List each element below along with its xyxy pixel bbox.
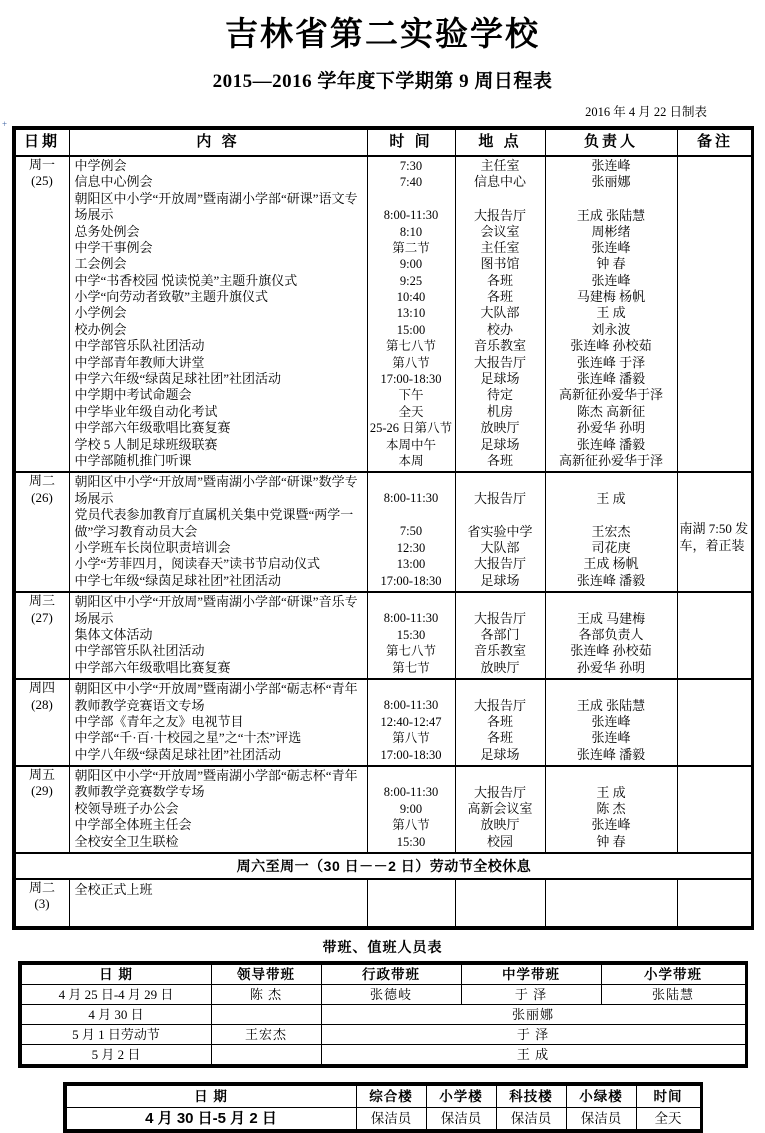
duty-date: 4 月 30 日 — [21, 1005, 211, 1025]
cell-person: 王 成 — [596, 305, 626, 321]
cell-content: 小学“向劳动者致敬”主题升旗仪式 — [74, 289, 269, 305]
cell-time: 12:30 — [396, 540, 426, 555]
cell-time: 25-26 日第八节 — [369, 421, 453, 436]
cell-person: 张连峰 — [591, 730, 631, 746]
cell-place — [456, 881, 545, 897]
day-date-number: (29) — [31, 783, 53, 799]
cell-person: 张连峰 于泽 — [576, 354, 646, 370]
cell-person: 王宏杰 — [591, 524, 631, 540]
cell-time: 15:00 — [396, 322, 426, 337]
cell-content: 中学七年级“绿茵足球社团”社团活动 — [74, 572, 282, 588]
cell-time: 9:00 — [399, 257, 423, 272]
cell-content: 校领导班子办公会 — [74, 800, 179, 816]
cell-content: 中学部全体班主任会 — [74, 817, 192, 833]
cell-time: 17:00-18:30 — [380, 573, 442, 588]
schedule-day-row — [15, 679, 753, 766]
cleaning-header-cell: 小学楼 — [426, 1086, 496, 1108]
schedule-day-row — [15, 156, 753, 472]
duty-header-cell: 日 期 — [21, 965, 211, 985]
cell-time: 第七八节 — [385, 644, 436, 659]
duty-header-cell: 中学带班 — [461, 965, 601, 985]
cell-content: 中学部六年级歌唱比赛复赛 — [74, 420, 231, 436]
day-label-cell — [15, 592, 69, 679]
cell-content: 中学部青年教师大讲堂 — [74, 354, 205, 370]
cell-place: 足球场 — [480, 572, 520, 588]
schedule-table-head — [15, 129, 753, 156]
cell-person: 陈 杰 — [596, 800, 626, 816]
cell-place: 音乐教室 — [473, 338, 526, 354]
duty-merged-name: 王 成 — [321, 1045, 745, 1065]
cell-person: 周彬绪 — [591, 223, 631, 239]
content-cell — [69, 766, 367, 853]
day-name: 周三 — [28, 593, 55, 609]
cell-content: 朝阳区中小学“开放周”暨南湖小学部“研课”语文专场展示 — [74, 190, 358, 223]
cell-person: 王成 张陆慧 — [576, 207, 646, 223]
content-cell — [69, 472, 367, 592]
cell-place: 各部门 — [480, 626, 520, 642]
day-name: 周二 — [28, 880, 55, 896]
day-label-cell — [15, 156, 69, 472]
cell-content: 中学部六年级歌唱比赛复赛 — [74, 659, 231, 675]
holiday-text: 周六至周一（30 日－－2 日）劳动节全校休息 — [15, 853, 753, 879]
duty-date: 5 月 2 日 — [21, 1045, 211, 1065]
cell-content: 中学八年级“绿茵足球社团”社团活动 — [74, 746, 282, 762]
cell-person: 王成 张陆慧 — [576, 698, 646, 714]
header-person: 负责人 — [545, 129, 677, 156]
day-date-number: (27) — [31, 609, 53, 625]
cleaning-xiaolv: 保洁员 — [566, 1108, 636, 1130]
cell-place: 校办 — [486, 321, 513, 337]
content-cell — [69, 156, 367, 472]
document-subtitle: 2015—2016 学年度下学期第 9 周日程表 — [212, 71, 553, 93]
cell-content: 中学“书香校园 悦读悦美”主题升旗仪式 — [74, 272, 298, 288]
header-date: 日期 — [15, 129, 69, 156]
person-cell — [545, 766, 677, 853]
cell-time: 9:00 — [399, 801, 423, 816]
header-time: 时 间 — [367, 129, 455, 156]
cell-time: 13:00 — [396, 557, 426, 572]
note-cell — [677, 679, 753, 766]
cell-person: 刘永波 — [591, 321, 631, 337]
cell-content: 中学例会 — [74, 157, 127, 173]
cell-person: 张连峰 潘毅 — [576, 436, 646, 452]
duty-header-cell: 领导带班 — [211, 965, 321, 985]
cell-place: 主任室 — [480, 239, 520, 255]
cell-content: 中学干事例会 — [74, 239, 153, 255]
content-cell — [69, 879, 367, 927]
table-header-row — [15, 129, 753, 156]
cell-place: 会议室 — [480, 223, 520, 239]
cell-place: 放映厅 — [480, 420, 520, 436]
duty-row — [21, 1005, 745, 1025]
schedule-day-row — [15, 766, 753, 853]
weekly-schedule-table — [15, 129, 754, 927]
place-cell — [455, 472, 545, 592]
duty-middle: 于 泽 — [461, 985, 601, 1005]
cell-person: 王成 马建梅 — [576, 611, 646, 627]
cell-place: 大队部 — [480, 305, 520, 321]
cell-time: 8:10 — [399, 224, 423, 239]
time-cell — [367, 879, 455, 927]
cell-person: 王 成 — [596, 491, 626, 507]
person-cell — [545, 472, 677, 592]
weekly-schedule-table-wrapper — [12, 126, 754, 930]
cell-place: 各班 — [486, 272, 513, 288]
schedule-day-row — [15, 879, 753, 927]
cell-person: 司花庚 — [591, 539, 631, 555]
cell-time: 第七节 — [392, 660, 430, 675]
cell-place: 主任室 — [480, 157, 520, 173]
note-cell — [677, 766, 753, 853]
person-cell — [545, 156, 677, 472]
cell-place: 放映厅 — [480, 659, 520, 675]
cell-time — [368, 881, 455, 897]
cell-person: 张丽娜 — [591, 174, 631, 190]
cell-person: 张连峰 潘毅 — [576, 746, 646, 762]
edit-mark-icon: + — [2, 119, 8, 129]
cell-place: 校园 — [486, 833, 513, 849]
cleaning-keji: 保洁员 — [496, 1108, 566, 1130]
cell-place: 信息中心 — [473, 174, 526, 190]
made-date: 2016 年 4 月 22 日制表 — [585, 105, 707, 120]
duty-roster-table-wrapper — [18, 961, 748, 1068]
cell-time: 17:00-18:30 — [380, 372, 442, 387]
cell-content: 小学班车长岗位职责培训会 — [74, 539, 231, 555]
cell-content: 小学“芳菲四月，阅读春天”读书节启动仪式 — [74, 556, 321, 572]
cell-person: 张连峰 — [591, 713, 631, 729]
cell-time: 第八节 — [392, 731, 430, 746]
day-name: 周二 — [28, 473, 55, 489]
cleaning-xiaoxue: 保洁员 — [426, 1108, 496, 1130]
cell-place: 各班 — [486, 289, 513, 305]
schedule-table-body — [15, 156, 753, 927]
cell-time: 13:10 — [396, 306, 426, 321]
cell-content: 全校正式上班 — [74, 882, 153, 898]
cell-time: 第八节 — [392, 355, 430, 370]
cell-time: 下午 — [398, 388, 424, 403]
cell-time: 7:30 — [399, 158, 423, 173]
cell-content: 工会例会 — [74, 256, 127, 272]
time-cell — [367, 592, 455, 679]
time-cell — [367, 156, 455, 472]
cleaning-header-cell: 科技楼 — [496, 1086, 566, 1108]
cleaning-header-cell: 日 期 — [66, 1086, 356, 1108]
cell-time: 8:00-11:30 — [383, 207, 439, 222]
cleaning-row — [66, 1108, 700, 1130]
cell-place: 省实验中学 — [467, 524, 533, 540]
cell-person: 张连峰 — [591, 817, 631, 833]
cell-time: 第七八节 — [385, 339, 436, 354]
cell-content: 朝阳区中小学“开放周”暨南湖小学部“研课”数学专场展示 — [74, 474, 358, 506]
cell-person: 钟 春 — [596, 833, 626, 849]
cell-person: 孙爱华 孙明 — [576, 420, 646, 436]
cell-content: 中学六年级“绿茵足球社团”社团活动 — [74, 371, 282, 387]
day-date-number: (26) — [31, 489, 53, 505]
duty-leader: 王宏杰 — [211, 1025, 321, 1045]
header-content: 内 容 — [69, 129, 367, 156]
cell-person: 张连峰 潘毅 — [576, 371, 646, 387]
cleaning-table — [66, 1085, 701, 1130]
cell-person — [546, 881, 677, 897]
place-cell — [455, 766, 545, 853]
cell-person: 钟 春 — [596, 256, 626, 272]
cell-content: 中学部“千·百·十校园之星”之“十杰”评选 — [74, 730, 302, 746]
cell-time: 15:30 — [396, 627, 426, 642]
cell-time: 17:00-18:30 — [380, 747, 442, 762]
day-name: 周五 — [28, 767, 55, 783]
duty-row — [21, 1025, 745, 1045]
cell-place: 足球场 — [480, 371, 520, 387]
holiday-row — [15, 853, 753, 879]
header-place: 地 点 — [455, 129, 545, 156]
day-date-number: (25) — [31, 173, 53, 189]
cell-time: 10:40 — [396, 290, 426, 305]
cell-time: 8:00-11:30 — [383, 785, 439, 800]
cell-time: 8:00-11:30 — [383, 698, 439, 713]
duty-row — [21, 985, 745, 1005]
cell-place: 大报告厅 — [473, 491, 526, 507]
cleaning-header-cell: 综合楼 — [356, 1086, 426, 1108]
cleaning-time: 全天 — [636, 1108, 700, 1130]
duty-roster-table — [21, 964, 746, 1065]
day-label-cell — [15, 879, 69, 927]
cell-person: 王成 杨帆 — [583, 556, 639, 572]
cell-place: 放映厅 — [480, 817, 520, 833]
cell-content: 集体文体活动 — [74, 626, 153, 642]
place-cell — [455, 592, 545, 679]
day-name: 周一 — [28, 156, 55, 172]
cell-time: 7:50 — [399, 524, 423, 539]
cell-person: 马建梅 杨帆 — [576, 289, 646, 305]
duty-leader: 陈 杰 — [211, 985, 321, 1005]
cell-content: 小学例会 — [74, 305, 127, 321]
cell-time: 7:40 — [399, 175, 423, 190]
cell-place: 高新会议室 — [467, 800, 533, 816]
note-text: 南湖 7:50 发车，着正装 — [679, 521, 749, 553]
cell-person: 高新征孙爱华于泽 — [558, 452, 663, 468]
cell-time: 15:30 — [396, 834, 426, 849]
cell-place: 各班 — [486, 713, 513, 729]
cell-content: 全校安全卫生联检 — [74, 833, 179, 849]
cell-person: 各部负责人 — [578, 626, 644, 642]
person-cell — [545, 879, 677, 927]
time-cell — [367, 679, 455, 766]
day-date-number: (3) — [34, 896, 50, 912]
cell-time: 8:00-11:30 — [383, 611, 439, 626]
cell-person: 张连峰 — [591, 157, 631, 173]
cell-person: 高新征孙爱华于泽 — [558, 387, 663, 403]
duty-admin: 张德岐 — [321, 985, 461, 1005]
cell-time: 全天 — [398, 404, 424, 419]
header-note: 备注 — [677, 129, 753, 156]
cleaning-zonghe: 保洁员 — [356, 1108, 426, 1130]
duty-merged-name: 于 泽 — [321, 1025, 745, 1045]
cleaning-date: 4 月 30 日-5 月 2 日 — [66, 1108, 356, 1130]
cell-content: 朝阳区中小学“开放周”暨南湖小学部“研课”音乐专场展示 — [74, 594, 358, 626]
time-cell — [367, 766, 455, 853]
cleaning-table-body — [66, 1086, 700, 1130]
cell-time: 本周 — [398, 453, 424, 468]
duty-primary: 张陆慧 — [601, 985, 745, 1005]
cell-time: 8:00-11:30 — [383, 491, 439, 506]
cell-time: 本周中午 — [385, 437, 436, 452]
day-label-cell — [15, 679, 69, 766]
cell-content: 中学部管乐队社团活动 — [74, 338, 205, 354]
duty-header-row — [21, 965, 745, 985]
cell-place: 待定 — [486, 387, 513, 403]
cell-place: 足球场 — [480, 746, 520, 762]
cell-place: 图书馆 — [480, 256, 520, 272]
cell-content: 信息中心例会 — [74, 174, 153, 190]
cell-place: 大报告厅 — [473, 698, 526, 714]
cell-person: 张连峰 潘毅 — [576, 572, 646, 588]
cell-time: 第八节 — [392, 818, 430, 833]
cell-content: 党员代表参加教育厅直属机关集中党课暨“两学一做”学习教育动员大会 — [74, 507, 354, 539]
cell-place: 大报告厅 — [473, 611, 526, 627]
cell-person: 张连峰 孙校茹 — [570, 643, 652, 659]
cell-content: 中学部管乐队社团活动 — [74, 643, 205, 659]
cell-person: 陈杰 高新征 — [576, 403, 646, 419]
day-name: 周四 — [28, 680, 55, 696]
cleaning-header-row — [66, 1086, 700, 1108]
cell-time: 12:40-12:47 — [380, 714, 442, 729]
cell-place: 各班 — [486, 452, 513, 468]
cell-time: 9:25 — [399, 273, 423, 288]
note-cell — [677, 472, 753, 592]
cell-content: 中学期中考试命题会 — [74, 387, 192, 403]
note-cell — [677, 879, 753, 927]
cell-person: 张连峰 — [591, 239, 631, 255]
cleaning-header-cell: 小绿楼 — [566, 1086, 636, 1108]
duty-header-cell: 行政带班 — [321, 965, 461, 985]
person-cell — [545, 592, 677, 679]
place-cell — [455, 156, 545, 472]
cell-content: 学校 5 人制足球班级联赛 — [74, 436, 218, 452]
cell-content: 中学毕业年级自动化考试 — [74, 403, 218, 419]
cell-place: 大报告厅 — [473, 785, 526, 801]
cell-content: 朝阳区中小学“开放周”暨南湖小学部“砺志杯“青年教师教学竞赛数学专场 — [74, 768, 358, 800]
schedule-day-row — [15, 592, 753, 679]
cell-person: 王 成 — [596, 785, 626, 801]
schedule-day-row — [15, 472, 753, 592]
duty-leader — [211, 1005, 321, 1025]
schedule-document-page — [0, 15, 765, 1128]
cell-place: 音乐教室 — [473, 643, 526, 659]
cell-place: 各班 — [486, 730, 513, 746]
cleaning-table-wrapper — [63, 1082, 703, 1133]
cell-place: 大报告厅 — [473, 207, 526, 223]
day-date-number: (28) — [31, 696, 53, 712]
cell-place: 足球场 — [480, 436, 520, 452]
content-cell — [69, 679, 367, 766]
day-label-cell — [15, 766, 69, 853]
duty-date: 4 月 25 日-4 月 29 日 — [21, 985, 211, 1005]
duty-date: 5 月 1 日劳动节 — [21, 1025, 211, 1045]
day-label-cell — [15, 472, 69, 592]
cell-content: 中学部随机推门听课 — [74, 452, 192, 468]
cell-content: 校办例会 — [74, 321, 127, 337]
place-cell — [455, 879, 545, 927]
content-cell — [69, 592, 367, 679]
duty-header-cell: 小学带班 — [601, 965, 745, 985]
cell-person: 张连峰 — [591, 272, 631, 288]
note-cell — [677, 156, 753, 472]
cell-time: 第二节 — [392, 240, 430, 255]
cell-content: 中学部《青年之友》电视节目 — [74, 713, 244, 729]
duty-merged-name: 张丽娜 — [321, 1005, 745, 1025]
cell-place: 大队部 — [480, 539, 520, 555]
duty-roster-title: 带班、值班人员表 — [322, 939, 443, 956]
school-title: 吉林省第二实验学校 — [225, 15, 540, 52]
cell-place: 大报告厅 — [473, 556, 526, 572]
cell-content: 朝阳区中小学“开放周”暨南湖小学部“砺志杯“青年教师教学竞赛语文专场 — [74, 681, 358, 713]
note-cell — [677, 592, 753, 679]
time-cell — [367, 472, 455, 592]
cell-place: 大报告厅 — [473, 354, 526, 370]
cell-content: 总务处例会 — [74, 223, 140, 239]
person-cell — [545, 679, 677, 766]
place-cell — [455, 679, 545, 766]
cell-place: 机房 — [486, 403, 513, 419]
cell-person: 孙爱华 孙明 — [576, 659, 646, 675]
duty-table-body — [21, 965, 745, 1065]
cell-person: 张连峰 孙校茹 — [570, 338, 652, 354]
cleaning-header-cell: 时间 — [636, 1086, 700, 1108]
